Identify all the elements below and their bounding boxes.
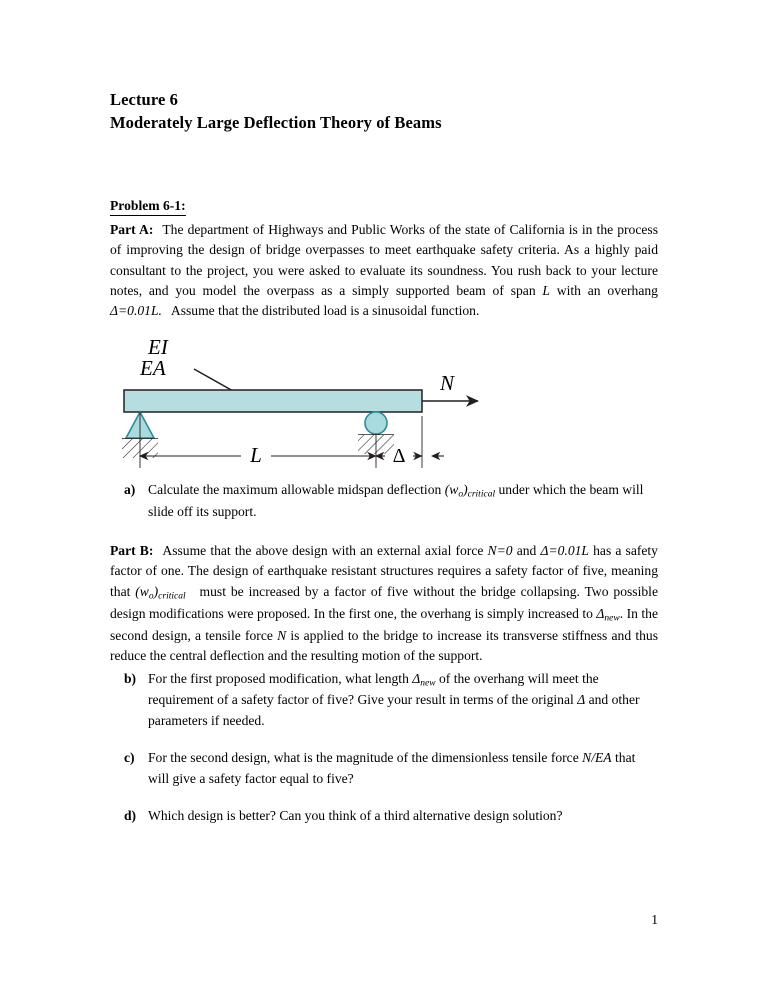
part-a-text-3: Assume that the distributed load is a sinusoidal function. [170,303,480,319]
document-title [110,88,658,135]
item-c-symbol: N/EA [582,750,612,766]
beam-figure [110,332,658,480]
part-b-delta-value: Δ=0.01L [540,543,589,559]
label-overhang-delta: Δ [392,444,406,467]
part-a-paragraph [110,220,658,322]
part-b-text-3: has a safety factor of one. The design of earthquake resistant structures requires a safety factor of five, meaning that [110,543,658,599]
item-d-text: Which design is better? Can you think of a third alternative design solution? [148,807,563,823]
item-b-mark: b) [124,670,137,686]
part-b-symbol-main: (w [135,583,149,599]
part-b-text-2: and [512,543,541,559]
item-c-text-2: that will give a safety factor equal to five? [148,750,636,786]
part-b-text-5: . In the second design, a tensile force [110,605,658,643]
overhang-value: Δ=0.01L. [110,303,162,319]
problem-heading-wrap [110,135,658,216]
item-d-mark: d) [124,807,137,823]
label-ei: EI [148,334,168,359]
item-a-text-2: under which the beam will slide off its support. [148,481,644,519]
label-ea: EA [140,355,166,380]
part-b-text-1: Assume that the above design with an external axial force [162,543,488,559]
item-b-symbol-orig: Δ [577,692,586,708]
item-a-symbol-sub1: o [458,489,464,500]
title-line-2: Moderately Large Deflection Theory of Beams [110,113,442,133]
part-b-force-zero: N=0 [487,543,513,559]
part-a-label: Part A: [110,221,154,237]
part-b-text-6: is applied to the bridge to increase its transverse stiffness and thus reduce the central deflection and the resulting motion of the support. [110,627,658,664]
item-a-symbol-sub2: critical [467,489,496,500]
item-b-symbol-sub: new [420,678,436,689]
item-a-symbol-main: (w [444,481,459,497]
item-b-text-1: For the first proposed modification, what length [148,670,413,686]
part-b-delta-new-sub: new [604,613,620,624]
roller-support-circle [365,412,387,434]
page-number: 1 [651,912,658,927]
part-a-text-1: The department of Highways and Public Works of the state of California is in the process of improving the design of bridge overpasses to meet earthquake safety criteria. As a highly paid consultant to the project, you were asked to evaluate its soundness. You rush back to your lecture notes, and you model the overpass as a simply supported beam of span [110,221,659,298]
item-b-text-3: and other parameters if needed. [148,692,640,728]
part-b-delta-new-main: Δ [596,605,605,621]
part-b-paragraph [110,541,658,666]
item-a-text-1: Calculate the maximum allowable midspan deflection [148,481,445,497]
label-n: N [440,370,455,395]
part-b-symbol-sub2: critical [158,591,186,602]
item-c-mark: c) [124,750,135,766]
item-a-symbol-close: ) [463,481,468,497]
label-span-l: L [250,442,262,467]
beam-body [124,390,422,412]
span-symbol: L [542,283,550,298]
part-b-symbol-sub1: o [148,591,154,602]
part-b-label: Part B: [110,543,154,559]
problem-heading: Problem 6-1: [110,198,186,216]
part-b-symbol-close: ) [153,583,159,599]
part-b-text-4: must be increased by a factor of five without the bridge collapsing. Two possible design modifications were proposed. In the first one, the overhang is simply increased to [110,583,658,621]
item-b-text-2: of the overhang will meet the requirement of a safety factor of five? Give your result in terms of the original [148,670,599,708]
part-b-force-n: N [277,627,287,643]
title-line-1: Lecture 6 [110,90,178,109]
item-c [110,748,658,789]
item-a-mark: a) [124,481,136,497]
item-b [110,669,658,732]
item-a [110,480,658,522]
item-b-symbol-main: Δ [412,670,421,686]
item-d [110,806,658,826]
document-content [110,88,658,826]
item-c-text-1: For the second design, what is the magnitude of the dimensionless tensile force [148,750,583,766]
part-a-text-2: with an overhang [549,283,658,298]
